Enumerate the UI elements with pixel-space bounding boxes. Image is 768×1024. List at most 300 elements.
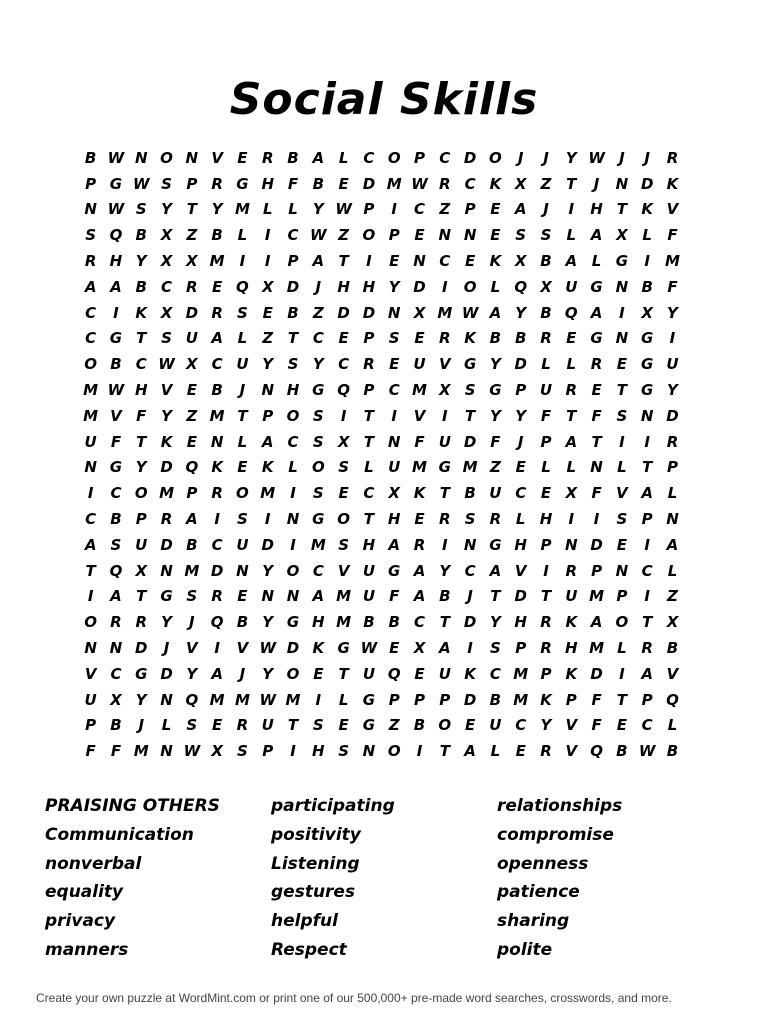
grid-letter: B [287, 148, 299, 167]
grid-letter: T [186, 200, 197, 219]
grid-letter: I [87, 484, 94, 503]
grid-letter: D [135, 639, 148, 658]
word-column [271, 792, 497, 965]
grid-letter: N [438, 226, 452, 245]
grid-letter: D [463, 613, 477, 632]
grid-letter: G [312, 381, 325, 400]
grid-letter: A [211, 664, 223, 683]
grid-row [78, 429, 686, 455]
grid-letter: N [261, 381, 274, 400]
grid-letter: G [489, 381, 502, 400]
grid-letter: B [312, 174, 325, 193]
grid-letter: X [261, 277, 274, 296]
grid-letter: M [234, 200, 250, 219]
grid-letter: A [110, 277, 122, 296]
grid-letter: F [490, 432, 501, 451]
grid-letter: X [413, 639, 426, 658]
grid-letter: L [566, 355, 577, 374]
grid-letter: Z [489, 458, 501, 477]
grid-letter: I [568, 510, 575, 529]
grid-letter: I [442, 535, 448, 554]
grid-row [78, 326, 686, 352]
grid-letter: C [363, 484, 375, 503]
grid-letter: P [666, 458, 678, 477]
grid-letter: Q [185, 458, 199, 477]
grid-letter: W [411, 174, 428, 193]
grid-letter: C [439, 252, 451, 271]
grid-letter: C [388, 381, 400, 400]
grid-letter: U [362, 664, 375, 683]
grid-letter: V [186, 639, 198, 658]
grid-letter: E [414, 510, 425, 529]
grid-letter: C [110, 484, 122, 503]
grid-letter: Y [135, 458, 147, 477]
grid-letter: O [387, 742, 401, 761]
grid-letter: X [211, 742, 223, 761]
grid-letter: V [337, 561, 350, 580]
grid-letter: G [590, 329, 603, 348]
grid-letter: A [312, 148, 325, 167]
grid-letter: G [362, 690, 376, 709]
grid-letter: M [209, 252, 225, 271]
grid-letter: E [212, 716, 223, 735]
grid-letter: T [566, 406, 577, 425]
word-list-item: helpful [271, 911, 338, 932]
grid-letter: Z [186, 406, 198, 425]
grid-letter: O [438, 716, 452, 735]
grid-letter: N [236, 561, 249, 580]
grid-letter: M [513, 690, 529, 709]
grid-letter: R [565, 561, 578, 580]
grid-letter: C [211, 355, 223, 374]
grid-row [78, 274, 686, 300]
grid-letter: B [110, 355, 122, 374]
word-list-item: privacy [45, 911, 116, 932]
grid-letter: I [619, 303, 625, 322]
grid-letter: C [85, 510, 97, 529]
grid-letter: I [239, 252, 246, 271]
grid-row [78, 713, 686, 739]
grid-letter: M [437, 303, 453, 322]
grid-letter: X [337, 432, 350, 451]
grid-letter: N [615, 174, 629, 193]
grid-letter: E [490, 226, 501, 245]
grid-letter: L [617, 639, 627, 658]
grid-letter: Q [666, 690, 679, 709]
grid-letter: D [261, 535, 274, 554]
grid-letter: M [665, 252, 680, 271]
grid-letter: G [109, 458, 123, 477]
grid-letter: Y [135, 252, 147, 271]
grid-letter: H [261, 174, 274, 193]
grid-letter: T [136, 587, 147, 606]
grid-letter: W [310, 226, 327, 245]
grid-letter: D [337, 303, 350, 322]
grid-letter: R [666, 432, 679, 451]
grid-letter: Y [135, 690, 147, 709]
grid-letter: S [135, 200, 147, 219]
footer-text: Create your own puzzle at WordMint.com or print one of our 500,000+ pre-made word searches, crosswords, and more. [36, 991, 672, 1005]
grid-letter: B [489, 690, 502, 709]
grid-letter: V [413, 406, 426, 425]
word-list-item: participating [271, 796, 395, 816]
grid-letter: R [84, 252, 97, 271]
grid-letter: Z [540, 174, 552, 193]
grid-letter: C [464, 174, 476, 193]
grid-letter: F [540, 406, 552, 425]
word-list-item: patience [497, 882, 580, 903]
grid-letter: U [565, 277, 578, 296]
grid-letter: Y [439, 561, 451, 580]
grid-letter: F [591, 484, 602, 503]
grid-letter: W [588, 148, 605, 167]
grid-letter: N [286, 510, 300, 529]
grid-letter: E [389, 639, 400, 658]
grid-letter: T [237, 406, 248, 425]
grid-letter: T [363, 406, 375, 425]
grid-letter: B [666, 639, 679, 658]
grid-letter: M [285, 690, 301, 709]
grid-letter: E [338, 716, 349, 735]
grid-letter: X [135, 561, 148, 580]
grid-letter: N [286, 587, 300, 606]
grid-letter: A [590, 303, 603, 322]
grid-letter: B [211, 226, 223, 245]
grid-letter: Q [109, 561, 123, 580]
grid-letter: G [337, 639, 350, 658]
grid-letter: O [84, 613, 98, 632]
grid-letter: R [236, 716, 249, 735]
grid-letter: D [286, 639, 300, 658]
grid-letter: X [666, 613, 679, 632]
grid-letter: U [565, 587, 578, 606]
grid-letter: M [336, 613, 352, 632]
page-title: Social Skills [229, 74, 539, 125]
grid-letter: A [413, 561, 426, 580]
grid-letter: X [616, 226, 628, 245]
grid-letter: R [666, 148, 679, 167]
grid-letter: M [234, 690, 250, 709]
grid-letter: T [439, 742, 450, 761]
grid-letter: O [311, 458, 325, 477]
grid-letter: S [616, 406, 628, 425]
grid-letter: A [464, 742, 476, 761]
grid-letter: V [84, 664, 97, 683]
grid-letter: L [667, 484, 678, 503]
grid-letter: E [464, 716, 476, 735]
grid-letter: T [616, 381, 627, 400]
grid-letter: N [463, 535, 477, 554]
grid-letter: N [463, 226, 477, 245]
grid-letter: Q [210, 613, 224, 632]
grid-row [78, 248, 686, 274]
grid-letter: S [237, 303, 248, 322]
grid-row [78, 609, 686, 635]
grid-letter: Z [439, 200, 451, 219]
grid-letter: Q [387, 664, 401, 683]
grid-letter: F [591, 690, 602, 709]
grid-letter: F [136, 406, 147, 425]
grid-letter: L [490, 742, 501, 761]
grid-letter: S [464, 510, 476, 529]
grid-letter: L [566, 226, 577, 245]
grid-letter: P [464, 200, 476, 219]
grid-letter: Y [489, 355, 501, 374]
grid-letter: U [185, 329, 198, 348]
grid-letter: L [237, 329, 248, 348]
grid-letter: Y [515, 303, 527, 322]
grid-letter: R [439, 174, 451, 193]
grid-letter: B [413, 716, 426, 735]
grid-letter: O [286, 664, 300, 683]
grid-letter: E [591, 381, 602, 400]
grid-letter: C [287, 432, 299, 451]
grid-letter: I [391, 200, 397, 219]
grid-letter: M [589, 587, 605, 606]
grid-letter: O [337, 510, 350, 529]
word-list-item: relationships [497, 796, 623, 816]
grid-letter: E [490, 200, 501, 219]
grid-letter: J [315, 277, 322, 296]
grid-letter: T [338, 664, 349, 683]
grid-letter: H [387, 510, 401, 529]
grid-letter: S [186, 716, 198, 735]
grid-letter: V [160, 381, 173, 400]
grid-letter: R [363, 355, 375, 374]
grid-row [78, 403, 686, 429]
grid-letter: O [160, 148, 173, 167]
grid-letter: S [338, 742, 350, 761]
grid-letter: W [107, 381, 125, 400]
grid-letter: I [366, 252, 372, 271]
word-list-item: Communication [45, 824, 194, 845]
grid-letter: E [540, 484, 552, 503]
grid-letter: R [540, 329, 552, 348]
grid-letter: J [138, 716, 145, 735]
word-column [45, 792, 271, 965]
grid-letter: J [543, 148, 549, 167]
grid-letter: L [288, 458, 298, 477]
grid-letter: P [186, 174, 198, 193]
grid-letter: E [414, 664, 425, 683]
grid-letter: M [209, 690, 225, 709]
grid-letter: M [412, 381, 427, 400]
grid-letter: Y [186, 664, 198, 683]
grid-letter: C [312, 329, 324, 348]
grid-letter: I [264, 226, 271, 245]
grid-row [78, 584, 686, 610]
word-list-item: polite [497, 939, 553, 960]
grid-letter: U [539, 381, 553, 400]
grid-letter: Q [337, 381, 350, 400]
grid-letter: T [439, 484, 450, 503]
grid-letter: L [338, 148, 349, 167]
grid-letter: T [616, 690, 627, 709]
grid-letter: C [363, 148, 375, 167]
grid-letter: L [566, 458, 577, 477]
grid-letter: A [641, 484, 653, 503]
grid-letter: N [615, 329, 629, 348]
grid-letter: H [134, 381, 148, 400]
grid-letter: K [464, 329, 476, 348]
grid-letter: P [439, 690, 451, 709]
grid-letter: D [185, 303, 199, 322]
grid-letter: E [237, 148, 248, 167]
grid-letter: X [110, 690, 122, 709]
grid-letter: N [84, 639, 97, 658]
grid-letter: Y [312, 355, 324, 374]
grid-letter: J [467, 587, 473, 606]
grid-letter: N [387, 303, 401, 322]
grid-letter: E [338, 329, 349, 348]
grid-row [78, 506, 686, 532]
grid-letter: T [439, 613, 450, 632]
grid-letter: S [237, 742, 248, 761]
grid-letter: H [362, 277, 376, 296]
grid-letter: U [489, 716, 502, 735]
word-list-item: Listening [271, 853, 360, 874]
grid-letter: T [490, 587, 501, 606]
grid-letter: Y [211, 200, 223, 219]
grid-letter: P [388, 690, 400, 709]
grid-letter: B [641, 277, 653, 296]
grid-row [78, 661, 686, 687]
grid-letter: V [439, 355, 451, 374]
grid-letter: I [442, 406, 448, 425]
grid-letter: E [566, 329, 577, 348]
grid-letter: V [236, 639, 249, 658]
grid-row [78, 197, 686, 223]
grid-letter: R [413, 535, 426, 554]
grid-letter: E [414, 329, 425, 348]
grid-letter: L [237, 432, 248, 451]
grid-letter: L [237, 226, 248, 245]
grid-letter: A [641, 664, 653, 683]
grid-letter: I [87, 587, 94, 606]
grid-letter: X [439, 381, 451, 400]
grid-letter: C [85, 329, 97, 348]
grid-letter: L [262, 200, 273, 219]
grid-letter: P [135, 510, 147, 529]
grid-letter: X [186, 355, 198, 374]
grid-letter: R [211, 174, 223, 193]
grid-letter: T [363, 510, 375, 529]
grid-letter: C [338, 355, 350, 374]
grid-letter: P [363, 381, 375, 400]
grid-letter: R [110, 613, 122, 632]
grid-letter: G [286, 613, 300, 632]
grid-letter: I [290, 484, 296, 503]
grid-letter: Y [161, 200, 172, 219]
grid-letter: Y [312, 200, 324, 219]
grid-row [78, 455, 686, 481]
grid-row [78, 377, 686, 403]
grid-letter: P [540, 432, 552, 451]
grid-letter: S [312, 432, 324, 451]
grid-letter: B [363, 613, 375, 632]
grid-row [78, 171, 686, 197]
grid-letter: R [135, 613, 148, 632]
grid-letter: Z [186, 226, 198, 245]
grid-letter: A [590, 226, 603, 245]
grid-letter: Y [540, 716, 552, 735]
grid-letter: D [413, 277, 426, 296]
grid-letter: T [85, 561, 96, 580]
grid-letter: A [565, 252, 578, 271]
grid-letter: M [336, 587, 352, 606]
grid-letter: J [543, 200, 549, 219]
grid-letter: O [489, 148, 502, 167]
grid-letter: S [338, 535, 350, 554]
grid-letter: J [517, 148, 524, 167]
grid-letter: K [261, 458, 274, 477]
grid-letter: D [590, 535, 603, 554]
grid-letter: H [286, 381, 300, 400]
grid-letter: I [214, 510, 220, 529]
grid-letter: G [135, 664, 148, 683]
grid-letter: G [489, 535, 502, 554]
grid-letter: H [590, 200, 603, 219]
grid-letter: N [160, 690, 173, 709]
grid-letter: C [414, 200, 426, 219]
grid-letter: U [135, 535, 148, 554]
grid-letter: A [261, 432, 274, 451]
grid-letter: T [464, 406, 476, 425]
grid-letter: U [236, 355, 249, 374]
grid-letter: I [467, 639, 473, 658]
grid-letter: Z [338, 226, 350, 245]
grid-letter: D [362, 303, 376, 322]
grid-letter: C [641, 716, 653, 735]
grid-letter: Y [262, 613, 274, 632]
grid-letter: G [615, 252, 629, 271]
grid-letter: D [590, 664, 603, 683]
grid-letter: T [642, 613, 653, 632]
grid-letter: W [360, 639, 378, 658]
grid-letter: E [616, 716, 627, 735]
grid-letter: H [565, 639, 578, 658]
grid-letter: J [189, 613, 195, 632]
grid-letter: X [160, 226, 173, 245]
word-list-item: openness [497, 853, 589, 874]
grid-row [78, 558, 686, 584]
grid-letter: B [540, 303, 552, 322]
grid-letter: C [312, 561, 324, 580]
grid-letter: K [160, 432, 173, 451]
grid-letter: S [312, 406, 324, 425]
grid-letter: L [364, 458, 374, 477]
grid-letter: M [83, 381, 99, 400]
grid-letter: L [667, 561, 678, 580]
grid-letter: G [236, 174, 249, 193]
grid-letter: H [312, 742, 325, 761]
grid-letter: D [640, 174, 654, 193]
grid-letter: U [413, 355, 426, 374]
grid-letter: B [236, 613, 249, 632]
word-column [497, 792, 723, 965]
grid-letter: C [211, 535, 223, 554]
grid-letter: U [84, 432, 97, 451]
grid-letter: G [388, 561, 401, 580]
grid-letter: I [619, 664, 625, 683]
grid-letter: R [439, 329, 451, 348]
grid-letter: I [290, 742, 296, 761]
grid-letter: U [489, 484, 502, 503]
grid-letter: B [287, 303, 299, 322]
grid-letter: X [514, 174, 527, 193]
grid-letter: K [413, 484, 426, 503]
grid-letter: X [514, 252, 527, 271]
